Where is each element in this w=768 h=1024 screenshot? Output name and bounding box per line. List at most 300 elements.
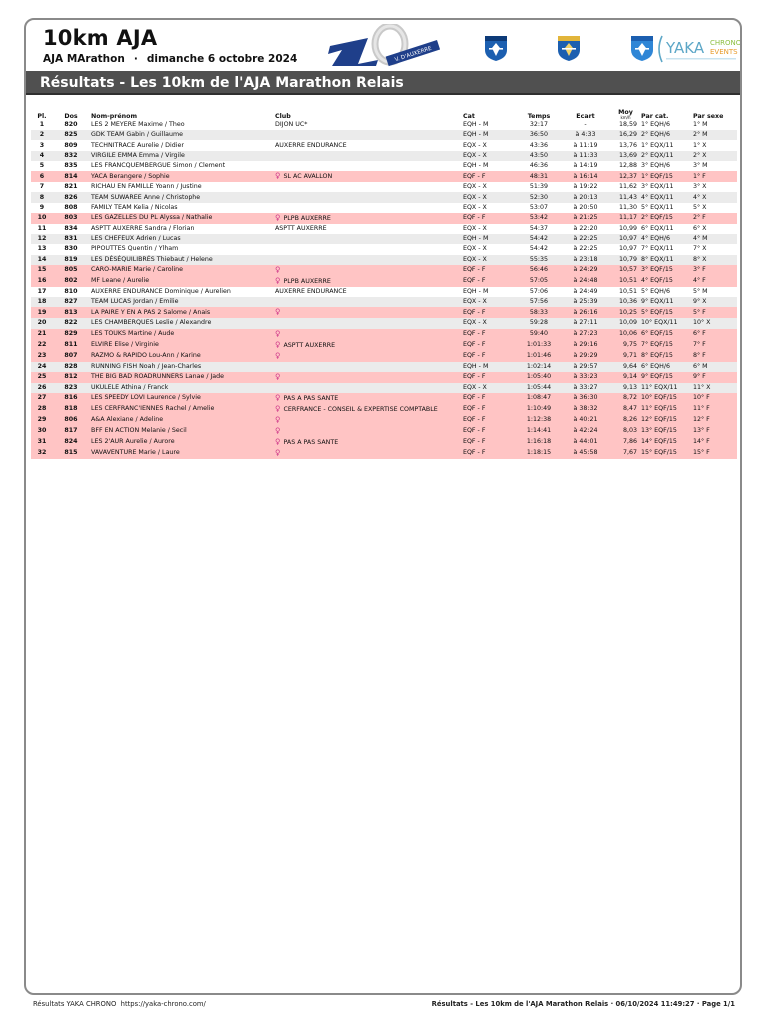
footer-source (33, 1000, 206, 1008)
cell-pl: 2 (31, 130, 53, 140)
cell-club (273, 171, 461, 182)
cell-pl: 15 (31, 265, 53, 276)
female-icon: ♀ (275, 307, 281, 317)
table-row[interactable] (31, 192, 737, 202)
cell-temps: 43:36 (529, 141, 549, 149)
table-row[interactable] (31, 234, 737, 244)
cell-parcat: 2° EQH/6 (639, 130, 691, 140)
cell-parcat: 6° EQX/11 (641, 224, 674, 232)
event-date: dimanche 6 octobre 2024 (146, 53, 298, 65)
table-row[interactable] (31, 404, 737, 415)
cell-ecart: à 24:29 (559, 265, 612, 276)
col-ecart[interactable]: Ecart (576, 113, 595, 120)
cell-dos: 809 (64, 141, 78, 149)
cell-parsexe: 8° X (691, 255, 737, 265)
cell-pl: 20 (31, 318, 53, 328)
table-row[interactable] (31, 287, 737, 297)
cell-parcat: 4° EQX/11 (639, 192, 691, 202)
cell-parcat: 5° EQF/15 (639, 307, 691, 318)
cell-parsexe: 1° X (693, 141, 707, 149)
results-page (24, 18, 742, 995)
col-moy-unit: km/h (620, 115, 631, 120)
cell-parcat: 2° EQF/15 (639, 213, 691, 224)
cell-name: TEAM LUCAS Jordan / Emilie (89, 297, 273, 307)
cell-temps: 57:56 (519, 297, 559, 307)
cell-moy: 9,71 (612, 351, 639, 362)
table-row[interactable] (31, 383, 737, 393)
cell-ecart: à 20:13 (559, 192, 612, 202)
cell-pl: 21 (31, 329, 53, 340)
cell-temps: 1:02:14 (519, 362, 559, 372)
cell-club (273, 151, 461, 161)
cell-dos: 813 (53, 307, 89, 318)
club-name: PAS A PAS SANTE (283, 394, 339, 402)
cell-name: LA PAIRE Y EN A PAS 2 Salome / Anais (89, 307, 273, 318)
table-row[interactable] (31, 415, 737, 426)
female-icon: ♀ (275, 425, 281, 435)
cell-dos: 808 (64, 203, 78, 211)
table-row[interactable] (31, 372, 737, 383)
cell-cat: EQX - X (463, 141, 487, 149)
cell-ecart: à 19:22 (573, 183, 598, 191)
female-icon: ♀ (275, 339, 281, 349)
cell-moy: 11,62 (618, 183, 637, 191)
cell-club (273, 130, 461, 140)
cell-parcat: 14° EQF/15 (639, 437, 691, 448)
cell-ecart: à 33:27 (559, 383, 612, 393)
cell-name: RICHAU EN FAMILLE Yoann / Justine (91, 183, 202, 191)
cell-pl: 19 (31, 307, 53, 318)
cell-pl: 5 (39, 162, 45, 170)
female-icon: ♀ (275, 328, 281, 338)
cell-ecart: à 22:25 (573, 245, 598, 253)
cell-parsexe: 9° X (691, 297, 737, 307)
brand-sub: CHRONO (710, 39, 742, 47)
cell-club (273, 192, 461, 202)
table-row[interactable] (31, 203, 737, 213)
cell-cat: EQF - F (461, 372, 519, 383)
cell-temps: 1:05:40 (519, 372, 559, 383)
cell-cat: EQF - F (461, 393, 519, 404)
cell-ecart: à 24:48 (559, 276, 612, 287)
cell-parsexe: 14° F (691, 437, 737, 448)
cell-parsexe: 2° X (691, 151, 737, 161)
cell-pl: 12 (31, 234, 53, 244)
cell-dos: 811 (53, 340, 89, 351)
table-row[interactable] (31, 297, 737, 307)
cell-ecart: à 25:39 (559, 297, 612, 307)
cell-club (273, 448, 461, 459)
cell-club (273, 351, 461, 362)
table-row[interactable] (31, 351, 737, 362)
cell-parsexe: 5° X (693, 203, 707, 211)
cell-name: UKULELE Athina / Franck (89, 383, 273, 393)
cell-temps: 48:31 (519, 171, 559, 182)
table-row[interactable] (31, 393, 737, 404)
cell-pl: 32 (31, 448, 53, 459)
cell-cat: EQX - X (463, 245, 487, 253)
cell-name: MF Leane / Aurelie (89, 276, 273, 287)
cell-cat: EQF - F (461, 340, 519, 351)
cell-temps: 52:30 (519, 192, 559, 202)
cell-ecart: à 44:01 (559, 437, 612, 448)
cell-ecart: à 38:32 (559, 404, 612, 415)
cell-pl: 25 (31, 372, 53, 383)
cell-club (273, 329, 461, 340)
cell-parcat: 11° EQF/15 (639, 404, 691, 415)
cell-cat: EQF - F (461, 426, 519, 437)
cell-name: LES GAZELLES DU PL Alyssa / Nathalie (89, 213, 273, 224)
cell-dos: 829 (53, 329, 89, 340)
cell-moy: 10,36 (612, 297, 639, 307)
col-dos[interactable]: Dos (64, 113, 78, 120)
cell-ecart: à 29:29 (559, 351, 612, 362)
cell-club (273, 307, 461, 318)
table-row[interactable] (31, 161, 737, 171)
cell-cat: EQF - F (461, 448, 519, 459)
table-row[interactable] (31, 255, 737, 265)
cell-name: PIPOUTTES Quentin / Ylham (91, 245, 179, 253)
cell-parcat: 12° EQF/15 (639, 415, 691, 426)
cell-dos: 827 (53, 297, 89, 307)
cell-dos: 834 (64, 224, 78, 232)
event-subtitle (43, 53, 297, 65)
cell-pl: 29 (31, 415, 53, 426)
cell-ecart: à 16:14 (559, 171, 612, 182)
table-row[interactable] (31, 182, 737, 192)
cell-club (273, 182, 461, 192)
cell-cat: EQX - X (461, 297, 519, 307)
cell-dos: 803 (53, 213, 89, 224)
col-temps[interactable]: Temps (527, 113, 551, 120)
table-row[interactable] (31, 130, 737, 140)
female-icon: ♀ (275, 403, 281, 413)
cell-temps: 1:12:38 (519, 415, 559, 426)
cell-pl: 24 (31, 362, 53, 372)
cell-moy: 8,26 (612, 415, 639, 426)
cell-club (273, 426, 461, 437)
col-moy[interactable] (612, 106, 639, 120)
club-name: PLPB AUXERRE (283, 214, 331, 222)
logo-strip (328, 22, 742, 68)
cell-moy: 7,86 (612, 437, 639, 448)
club-name: CERFRANCE - CONSEIL & EXPERTISE COMPTABLE (283, 405, 438, 413)
col-pl[interactable]: Pl. (37, 113, 47, 120)
col-club[interactable]: Club (275, 113, 291, 120)
cell-cat: EQF - F (461, 351, 519, 362)
cell-dos: 818 (53, 404, 89, 415)
results-table (31, 106, 737, 459)
female-icon: ♀ (275, 414, 281, 424)
cell-club: ASPTT AUXERRE (275, 224, 327, 232)
cell-parsexe: 7° X (693, 245, 707, 253)
cell-name: A&A Alexiane / Adeline (89, 415, 273, 426)
col-parsexe[interactable]: Par sexe (693, 113, 724, 120)
yaka-chrono-logo (656, 32, 742, 66)
table-row[interactable] (31, 448, 737, 459)
table-row[interactable] (31, 437, 737, 448)
cell-parcat: 9° EQF/15 (639, 372, 691, 383)
cell-name: LES CHAMBERQUES Leslie / Alexandre (89, 318, 273, 328)
cell-parsexe: 6° M (691, 362, 737, 372)
cell-moy: 10,99 (618, 224, 637, 232)
cell-ecart: à 36:30 (559, 393, 612, 404)
cell-name: LES 2 MEYERE Maxime / Theo (91, 121, 185, 129)
cell-name: LES TOUKS Martine / Aude (89, 329, 273, 340)
cell-name: LES DÉSÉQUILIBRÉS Thiebaut / Helene (89, 255, 273, 265)
table-row[interactable] (31, 276, 737, 287)
cell-ecart: à 26:16 (559, 307, 612, 318)
cell-cat: EQF - F (461, 329, 519, 340)
cell-cat: EQH - M (461, 234, 519, 244)
cell-ecart: à 23:18 (559, 255, 612, 265)
cell-pl: 22 (31, 340, 53, 351)
cell-pl: 13 (37, 245, 47, 253)
cell-club (273, 437, 461, 448)
cell-parcat: 15° EQF/15 (639, 448, 691, 459)
cell-temps: 1:14:41 (519, 426, 559, 437)
cell-parcat: 1° EQX/11 (641, 141, 674, 149)
cell-moy: 9,13 (612, 383, 639, 393)
female-icon: ♀ (275, 350, 281, 360)
cell-moy: 10,57 (612, 265, 639, 276)
cell-club (273, 203, 461, 213)
cell-temps: 56:46 (519, 265, 559, 276)
cell-parsexe: 3° F (691, 265, 737, 276)
cell-club (273, 234, 461, 244)
cell-ecart: à 4:33 (559, 130, 612, 140)
cell-dos: 817 (53, 426, 89, 437)
brand-name: YAKA (666, 39, 705, 57)
cell-cat: EQF - F (461, 404, 519, 415)
cell-pl: 1 (39, 121, 45, 129)
footer-source-link[interactable]: https://yaka-chrono.com/ (120, 1000, 206, 1008)
cell-club: DIJON UC* (275, 121, 308, 129)
cell-ecart: à 40:21 (559, 415, 612, 426)
table-row[interactable] (31, 140, 737, 150)
cell-pl: 17 (37, 287, 47, 295)
cell-pl: 18 (31, 297, 53, 307)
cell-pl: 8 (31, 192, 53, 202)
cell-temps: 1:01:33 (519, 340, 559, 351)
cell-name: THE BIG BAD ROADRUNNERS Lanae / Jade (89, 372, 273, 383)
cell-moy: 11,43 (612, 192, 639, 202)
cell-club (273, 404, 461, 415)
cell-cat: EQH - M (461, 362, 519, 372)
col-cat[interactable]: Cat (463, 113, 475, 120)
cell-dos: 821 (64, 183, 78, 191)
cell-parsexe: 10° F (691, 393, 737, 404)
table-row[interactable] (31, 213, 737, 224)
cell-parcat: 3° EQF/15 (639, 265, 691, 276)
cell-pl: 31 (31, 437, 53, 448)
cell-parcat: 8° EQX/11 (639, 255, 691, 265)
cell-moy: 10,09 (612, 318, 639, 328)
cell-dos: 814 (53, 171, 89, 182)
cell-cat: EQH - M (463, 162, 489, 170)
cell-temps: 54:42 (519, 234, 559, 244)
cell-name: LES CERFRANC'IENNES Rachel / Amelie (89, 404, 273, 415)
cell-ecart: à 24:49 (573, 287, 598, 295)
cell-parsexe: 9° F (691, 372, 737, 383)
cell-parcat: 8° EQF/15 (639, 351, 691, 362)
cell-dos: 816 (53, 393, 89, 404)
cell-ecart: à 21:25 (559, 213, 612, 224)
cell-dos: 812 (53, 372, 89, 383)
cell-parcat: 5° EQH/6 (641, 287, 670, 295)
table-row[interactable] (31, 265, 737, 276)
female-icon: ♀ (275, 171, 281, 181)
aja-crest-gold-icon (555, 34, 583, 62)
cell-pl: 16 (31, 276, 53, 287)
cell-temps: 1:01:46 (519, 351, 559, 362)
cell-cat: EQF - F (461, 213, 519, 224)
cell-cat: EQH - M (461, 130, 519, 140)
cell-dos: 823 (53, 383, 89, 393)
cell-temps: 1:18:15 (519, 448, 559, 459)
table-row[interactable] (31, 426, 737, 437)
col-name[interactable]: Nom-prénom (91, 113, 138, 120)
table-row[interactable] (31, 362, 737, 372)
cell-pl: 10 (31, 213, 53, 224)
cell-club (273, 161, 461, 171)
table-row[interactable] (31, 307, 737, 318)
cell-name: ASPTT AUXERRE Sandra / Florian (91, 224, 195, 232)
cell-moy: 11,17 (612, 213, 639, 224)
cell-parsexe: 1° F (691, 171, 737, 182)
cell-dos: 825 (53, 130, 89, 140)
organizer: AJA MArathon (43, 53, 125, 65)
cell-pl: 27 (31, 393, 53, 404)
table-row[interactable] (31, 340, 737, 351)
cell-name: BFF EN ACTION Melanie / Secil (89, 426, 273, 437)
cell-parcat: 2° EQX/11 (639, 151, 691, 161)
aja-crest-icon (482, 34, 510, 62)
cell-moy: 9,14 (612, 372, 639, 383)
cell-cat: EQX - X (463, 203, 487, 211)
cell-dos: 830 (64, 245, 78, 253)
cell-dos: 802 (53, 276, 89, 287)
cell-temps: 51:39 (529, 183, 549, 191)
cell-temps: 1:16:18 (519, 437, 559, 448)
table-row[interactable] (31, 224, 737, 234)
cell-club (273, 255, 461, 265)
cell-parcat: 7° EQF/15 (639, 340, 691, 351)
table-row[interactable] (31, 120, 737, 130)
cell-name: RAZMO & RAPIDO Lou-Ann / Karine (89, 351, 273, 362)
table-row[interactable] (31, 318, 737, 328)
cell-ecart: à 45:58 (559, 448, 612, 459)
cell-parsexe: 6° F (691, 329, 737, 340)
cell-pl: 4 (31, 151, 53, 161)
cell-dos: 819 (53, 255, 89, 265)
cell-pl: 6 (31, 171, 53, 182)
cell-cat: EQF - F (461, 171, 519, 182)
cell-parsexe: 8° F (691, 351, 737, 362)
table-row[interactable] (31, 151, 737, 161)
cell-dos: 828 (53, 362, 89, 372)
cell-ecart: à 22:20 (573, 224, 598, 232)
cell-parsexe: 3° M (693, 162, 708, 170)
cell-cat: EQX - X (461, 192, 519, 202)
female-icon: ♀ (275, 275, 281, 285)
cell-name: AUXERRE ENDURANCE Dominique / Aurelien (91, 287, 231, 295)
cell-moy: 10,51 (612, 276, 639, 287)
cell-ecart: à 27:11 (559, 318, 612, 328)
cell-moy: 16,29 (612, 130, 639, 140)
cell-parsexe: 1° M (693, 121, 708, 129)
cell-temps: 53:07 (529, 203, 549, 211)
cell-pl: 11 (37, 224, 47, 232)
cell-club (273, 297, 461, 307)
cell-ecart: à 11:33 (559, 151, 612, 161)
table-row[interactable] (31, 244, 737, 254)
cell-moy: 13,76 (618, 141, 637, 149)
cell-dos: 832 (53, 151, 89, 161)
cell-name: ELVIRE Elise / Virginie (89, 340, 273, 351)
cell-parcat: 10° EQF/15 (639, 393, 691, 404)
cell-ecart: à 22:25 (559, 234, 612, 244)
cell-ecart: - (584, 121, 587, 129)
table-row[interactable] (31, 171, 737, 182)
aja-crest-light-icon (628, 34, 656, 62)
cell-club (273, 362, 461, 372)
cell-parcat: 5° EQX/11 (641, 203, 674, 211)
cell-ecart: à 27:23 (559, 329, 612, 340)
cell-pl: 7 (39, 183, 45, 191)
cell-parsexe: 5° F (691, 307, 737, 318)
cell-temps: 53:42 (519, 213, 559, 224)
cell-dos: 810 (64, 287, 78, 295)
female-icon: ♀ (275, 264, 281, 274)
cell-name: CARO-MARIE Marie / Caroline (89, 265, 273, 276)
cell-moy: 9,75 (612, 340, 639, 351)
cell-ecart: à 29:57 (559, 362, 612, 372)
cell-temps: 59:40 (519, 329, 559, 340)
cell-parsexe: 2° F (691, 213, 737, 224)
cell-dos: 826 (53, 192, 89, 202)
cell-parsexe: 13° F (691, 426, 737, 437)
cell-pl: 30 (31, 426, 53, 437)
cell-parsexe: 15° F (691, 448, 737, 459)
cell-pl: 3 (39, 141, 45, 149)
cell-moy: 9,64 (612, 362, 639, 372)
cell-ecart: à 29:16 (559, 340, 612, 351)
cell-name: FAMILY TEAM Kelia / Nicolas (91, 203, 178, 211)
cell-temps: 1:10:49 (519, 404, 559, 415)
cell-temps: 1:08:47 (519, 393, 559, 404)
cell-temps: 46:36 (529, 162, 549, 170)
cell-temps: 54:37 (529, 224, 549, 232)
cell-moy: 10,25 (612, 307, 639, 318)
cell-club (273, 415, 461, 426)
cell-moy: 7,67 (612, 448, 639, 459)
cell-parsexe: 3° X (693, 183, 707, 191)
cell-parcat: 9° EQX/11 (639, 297, 691, 307)
female-icon: ♀ (275, 447, 281, 457)
cell-club (273, 372, 461, 383)
cell-moy: 8,47 (612, 404, 639, 415)
col-parcat[interactable]: Par cat. (641, 113, 669, 120)
cell-ecart: à 11:19 (573, 141, 598, 149)
cell-cat: EQX - X (461, 151, 519, 161)
cell-club (273, 244, 461, 254)
cell-parsexe: 7° F (691, 340, 737, 351)
table-row[interactable] (31, 329, 737, 340)
cell-club (273, 340, 461, 351)
cell-pl: 28 (31, 404, 53, 415)
club-name: ASPTT AUXERRE (283, 341, 336, 349)
